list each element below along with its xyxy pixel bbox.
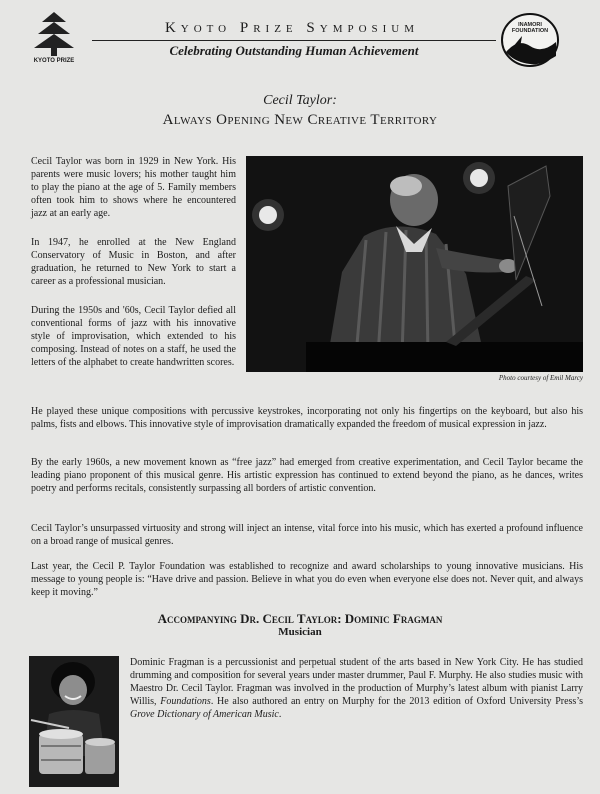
kyoto-prize-logo	[30, 10, 78, 72]
bio-text: .	[278, 709, 282, 720]
inamori-foundation-logo	[500, 12, 560, 68]
album-title: Foundations	[160, 696, 211, 707]
kyoto-prize-logo-text: KYOTO PRIZE	[33, 58, 75, 64]
header-rule	[92, 40, 496, 41]
accompanying-heading: Accompanying Dr. Cecil Taylor: Dominic Fragman	[157, 611, 443, 626]
article-subtitle: Always Opening New Creative Territory	[162, 112, 438, 128]
inamori-logo-text: INAMORI FOUNDATION	[511, 22, 549, 34]
symposium-subtitle: Celebrating Outstanding Human Achievement	[169, 43, 419, 58]
cecil-taylor-photo	[246, 156, 583, 372]
article-paragraph: Cecil Taylor was born in 1929 in New York. His parents were music lovers; his mother taught him to play the piano at the age of 5. Family members often took him to shows where he encountered jazz at an early age.	[31, 156, 236, 219]
photo-credit: Photo courtesy of Emil Marcy	[498, 374, 583, 382]
article-paragraph: He played these unique compositions with percussive keystrokes, incorporating not only his fingertips on the keyboard, but also his palms, fists and elbows. This innovative style of improvisation dramatically expanded the freedom of musical expression in jazz.	[31, 406, 583, 430]
article-paragraph: Cecil Taylor’s unsurpassed virtuosity and strong will inject an intense, vital force into his music, which has exerted a profound influence on a broad range of musical genres.	[31, 523, 583, 547]
article-paragraph: Last year, the Cecil P. Taylor Foundation was established to recognize and award scholarships to young innovative musicians. His message to young people is: “Have drive and passion. Believe in what you do even when everyone else does not. Never quit, and always keep it moving.”	[31, 561, 583, 598]
bio-text: Dominic Fragman is a percussionist and perpetual student of the arts based in New York City. He has studied drumming and composition for several years under master drummer, Paul F. Murphy. He also studies music with Maestro Dr. Cecil Taylor. Fragman was involved in the production of Murphy’s latest album with pianist Larry Willis,	[130, 657, 583, 707]
article-paragraph: During the 1950s and '60s, Cecil Taylor defied all conventional forms of jazz with his innovative style of improvisation, which extended to his composing. Instead of notes on a staff, he used the letters of the alphabet to create handwritten scores.	[31, 305, 236, 368]
dominic-fragman-photo	[29, 656, 119, 787]
book-title: Grove Dictionary of American Music	[130, 709, 279, 720]
fragman-bio	[130, 656, 583, 721]
article-paragraph: In 1947, he enrolled at the New England Conservatory of Music in Boston, and after graduation, he returned to New York to start a career as a professional musician.	[31, 237, 236, 287]
article-paragraph: By the early 1960s, a new movement known as “free jazz” had emerged from creative experimentation, and Cecil Taylor became the leading piano proponent of this musical genre. His artistic expression has continued to extend beyond the piano, as he dances, writes poetry and performs recitals, consistently surpassing all borders of artistic convention.	[31, 457, 583, 494]
symposium-title: Kyoto Prize Symposium	[164, 20, 420, 36]
accompanying-role: Musician	[278, 626, 322, 638]
article-title: Cecil Taylor:	[263, 93, 337, 108]
bio-text: . He also authored an entry on Murphy for the 2013 edition of Oxford University Press’s	[210, 696, 583, 707]
